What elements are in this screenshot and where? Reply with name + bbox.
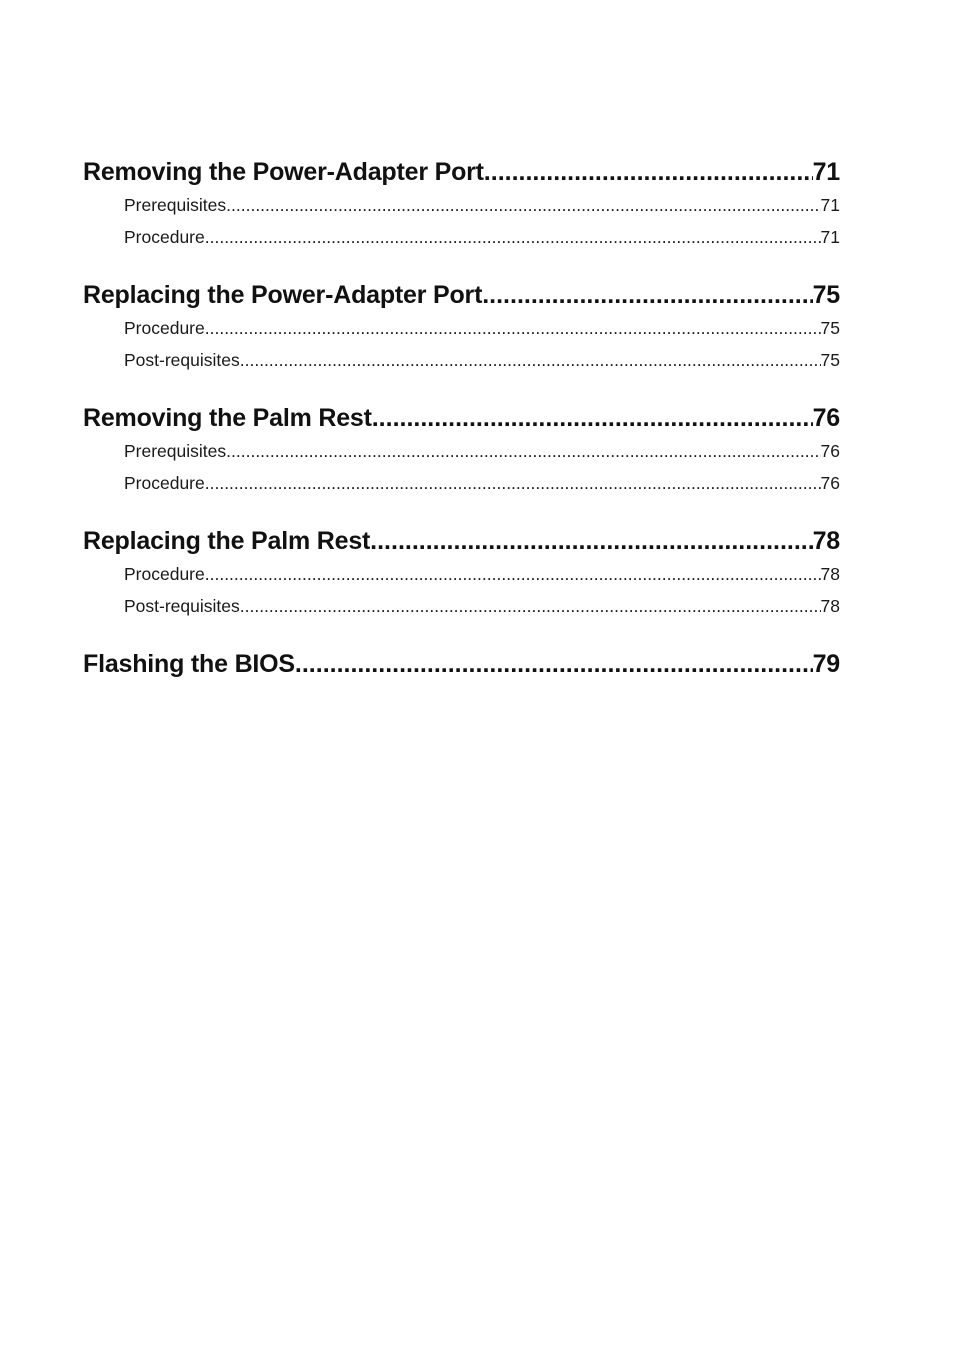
toc-entry-page: 78 — [820, 596, 840, 616]
toc-heading[interactable] — [83, 278, 840, 312]
dot-leader — [205, 558, 821, 590]
dot-leader — [205, 312, 821, 344]
toc-heading-title: Removing the Palm Rest — [83, 404, 372, 432]
toc-entry-label: Procedure — [124, 564, 205, 584]
toc-entry-label: Post-requisites — [124, 350, 240, 370]
toc-entry[interactable] — [83, 435, 840, 467]
dot-leader — [226, 189, 820, 221]
toc-heading-page: 78 — [812, 527, 840, 555]
toc-heading-title: Flashing the BIOS — [83, 650, 295, 678]
toc-entry-label: Post-requisites — [124, 596, 240, 616]
toc-entry-page: 71 — [820, 195, 840, 215]
toc-section — [83, 524, 840, 622]
toc-heading[interactable] — [83, 647, 840, 681]
toc-entry-label: Procedure — [124, 473, 205, 493]
toc-heading-title: Removing the Power-Adapter Port — [83, 158, 484, 186]
toc-section — [83, 647, 840, 681]
toc-entry[interactable] — [83, 344, 840, 376]
dot-leader — [484, 155, 813, 189]
dot-leader — [205, 467, 821, 499]
dot-leader — [370, 524, 812, 558]
toc-heading-title: Replacing the Power-Adapter Port — [83, 281, 483, 309]
toc-entry[interactable] — [83, 221, 840, 253]
toc-entry-label: Procedure — [124, 318, 205, 338]
dot-leader — [240, 590, 821, 622]
toc-section — [83, 401, 840, 499]
toc-heading-title: Replacing the Palm Rest — [83, 527, 371, 555]
toc-heading[interactable] — [83, 155, 840, 189]
dot-leader — [240, 344, 821, 376]
toc-entry[interactable] — [83, 189, 840, 221]
dot-leader — [226, 435, 820, 467]
toc-entry-page: 76 — [820, 473, 840, 493]
toc-section — [83, 278, 840, 376]
toc-heading-page: 79 — [812, 650, 840, 678]
toc-heading-page: 75 — [812, 281, 840, 309]
toc-section — [83, 155, 840, 253]
toc-entry-page: 75 — [820, 350, 840, 370]
toc-heading[interactable] — [83, 401, 840, 435]
dot-leader — [482, 278, 812, 312]
toc-entry[interactable] — [83, 312, 840, 344]
dot-leader — [295, 647, 813, 681]
toc-heading[interactable] — [83, 524, 840, 558]
toc-heading-page: 76 — [812, 404, 840, 432]
toc-entry[interactable] — [83, 558, 840, 590]
dot-leader — [372, 401, 813, 435]
toc-entry[interactable] — [83, 467, 840, 499]
toc-entry-page: 76 — [820, 441, 840, 461]
toc-entry-page: 71 — [820, 227, 840, 247]
toc-heading-page: 71 — [812, 158, 840, 186]
toc-entry-page: 75 — [820, 318, 840, 338]
toc-entry[interactable] — [83, 590, 840, 622]
toc-entry-label: Procedure — [124, 227, 205, 247]
toc-entry-label: Prerequisites — [124, 441, 227, 461]
toc-entry-page: 78 — [820, 564, 840, 584]
toc-entry-label: Prerequisites — [124, 195, 227, 215]
dot-leader — [205, 221, 821, 253]
table-of-contents — [83, 155, 840, 681]
